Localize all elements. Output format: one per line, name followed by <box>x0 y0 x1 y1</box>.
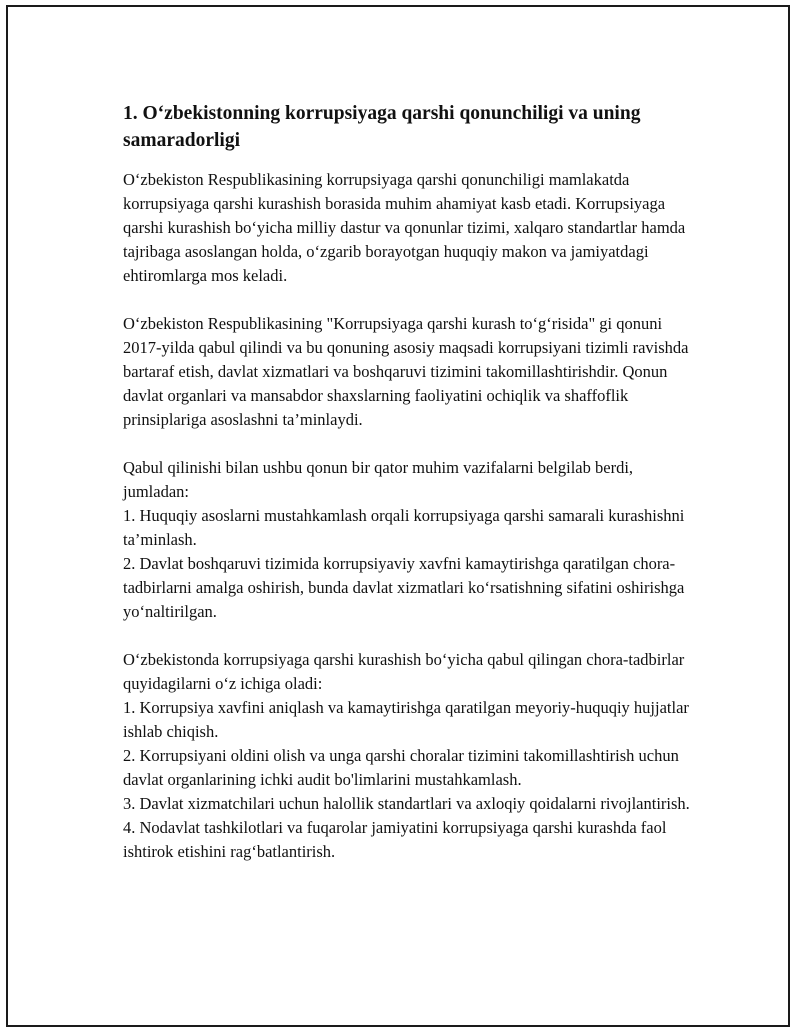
list-item: 4. Nodavlat tashkilotlari va fuqarolar jamiyatini korrupsiyaga qarshi kurashda faol ishtirok etishini rag‘batlantirish. <box>123 818 667 861</box>
list-item: 2. Korrupsiyani oldini olish va unga qarshi choralar tizimini takomillashtirish uchun davlat organlarining ichki audit bo'limlarini mustahkamlash. <box>123 746 679 789</box>
paragraph-law-tasks <box>123 456 693 624</box>
list-item: 1. Korrupsiya xavfini aniqlash va kamaytirishga qaratilgan meyoriy-huquqiy hujjatlar ishlab chiqish. <box>123 698 689 741</box>
document-content <box>123 100 693 888</box>
paragraph-law-2017 <box>123 312 693 432</box>
paragraph-measures <box>123 648 693 864</box>
paragraph-line: O‘zbekiston Respublikasining korrupsiyaga qarshi qonunchiligi mamlakatda korrupsiyaga qarshi kurashish borasida muhim ahamiyat kasb etadi. Korrupsiyaga qarshi kurashish bo‘yicha milliy dastur va qonunlar tizimi, xalqaro standartlar hamda tajribaga asoslangan holda, o‘zgarib borayotgan huquqiy makon va jamiyatdagi ehtiromlarga mos keladi. <box>123 170 686 285</box>
paragraph-line: Qabul qilinishi bilan ushbu qonun bir qator muhim vazifalarni belgilab berdi, jumladan: <box>123 458 634 501</box>
document-page <box>6 5 790 1027</box>
list-item: 2. Davlat boshqaruvi tizimida korrupsiyaviy xavfni kamaytirishga qaratilgan chora-tadbirlarni amalga oshirish, bunda davlat xizmatlari ko‘rsatishning sifatini oshirishga yo‘naltirilgan. <box>123 554 685 621</box>
paragraph-intro <box>123 168 693 288</box>
list-item: 3. Davlat xizmatchilari uchun halollik standartlari va axloqiy qoidalarni rivojlantirish. <box>123 794 690 813</box>
paragraph-line: O‘zbekiston Respublikasining "Korrupsiyaga qarshi kurash to‘g‘risida" gi qonuni 2017-yilda qabul qilindi va bu qonuning asosiy maqsadi korrupsiyani tizimli ravishda bartaraf etish, davlat xizmatlari va boshqaruvi tizimini takomillashtirishdir. Qonun davlat organlari va mansabdor shaxslarning faoliyatini ochiqlik va shaffoflik prinsiplariga asoslashni ta’minlaydi. <box>123 314 689 429</box>
paragraph-line: O‘zbekistonda korrupsiyaga qarshi kurashish bo‘yicha qabul qilingan chora-tadbirlar quyidagilarni o‘z ichiga oladi: <box>123 650 685 693</box>
section-title: 1. O‘zbekistonning korrupsiyaga qarshi qonunchiligi va uning samaradorligi <box>123 103 641 151</box>
list-item: 1. Huquqiy asoslarni mustahkamlash orqali korrupsiyaga qarshi samarali kurashishni ta’minlash. <box>123 506 685 549</box>
